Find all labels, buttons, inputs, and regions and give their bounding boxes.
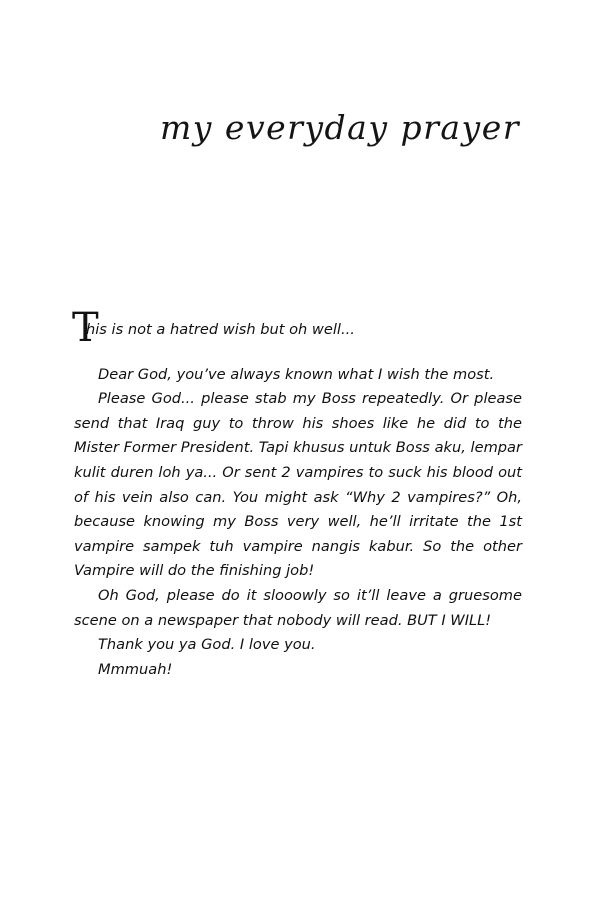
paragraph-dear-god: Dear God, you’ve always known what I wish the most.: [98, 365, 495, 383]
paragraph-please-god: Please God... please stab my Boss repeatedly. Or please send that Iraq guy to throw his shoes like he did to the Mister Former President. Tapi khusus untuk Boss aku, lempar kulit duren loh ya... Or sent 2 vampires to suck his blood out of his vein also can. You might ask “Why 2 vampires?” Oh, because knowing my Boss very well, he’ll irritate the 1st vampire sampek tuh vampire nangis kabur. So the other Vampire will do the finishing job!: [74, 390, 522, 580]
paragraph-mmmuah: Mmmuah!: [98, 660, 173, 678]
chapter-title: my everyday prayer: [160, 108, 520, 147]
drop-cap: T: [72, 305, 99, 351]
opening-line-text: his is not a hatred wish but oh well...: [86, 321, 355, 338]
prayer-text: [72, 305, 522, 682]
paragraph-slowly: Oh God, please do it slooowly so it’ll leave a gruesome scene on a newspaper that nobody will read. BUT I WILL!: [74, 586, 522, 629]
paragraph-thank-you: Thank you ya God. I love you.: [98, 636, 316, 654]
opening-line: [72, 305, 522, 351]
